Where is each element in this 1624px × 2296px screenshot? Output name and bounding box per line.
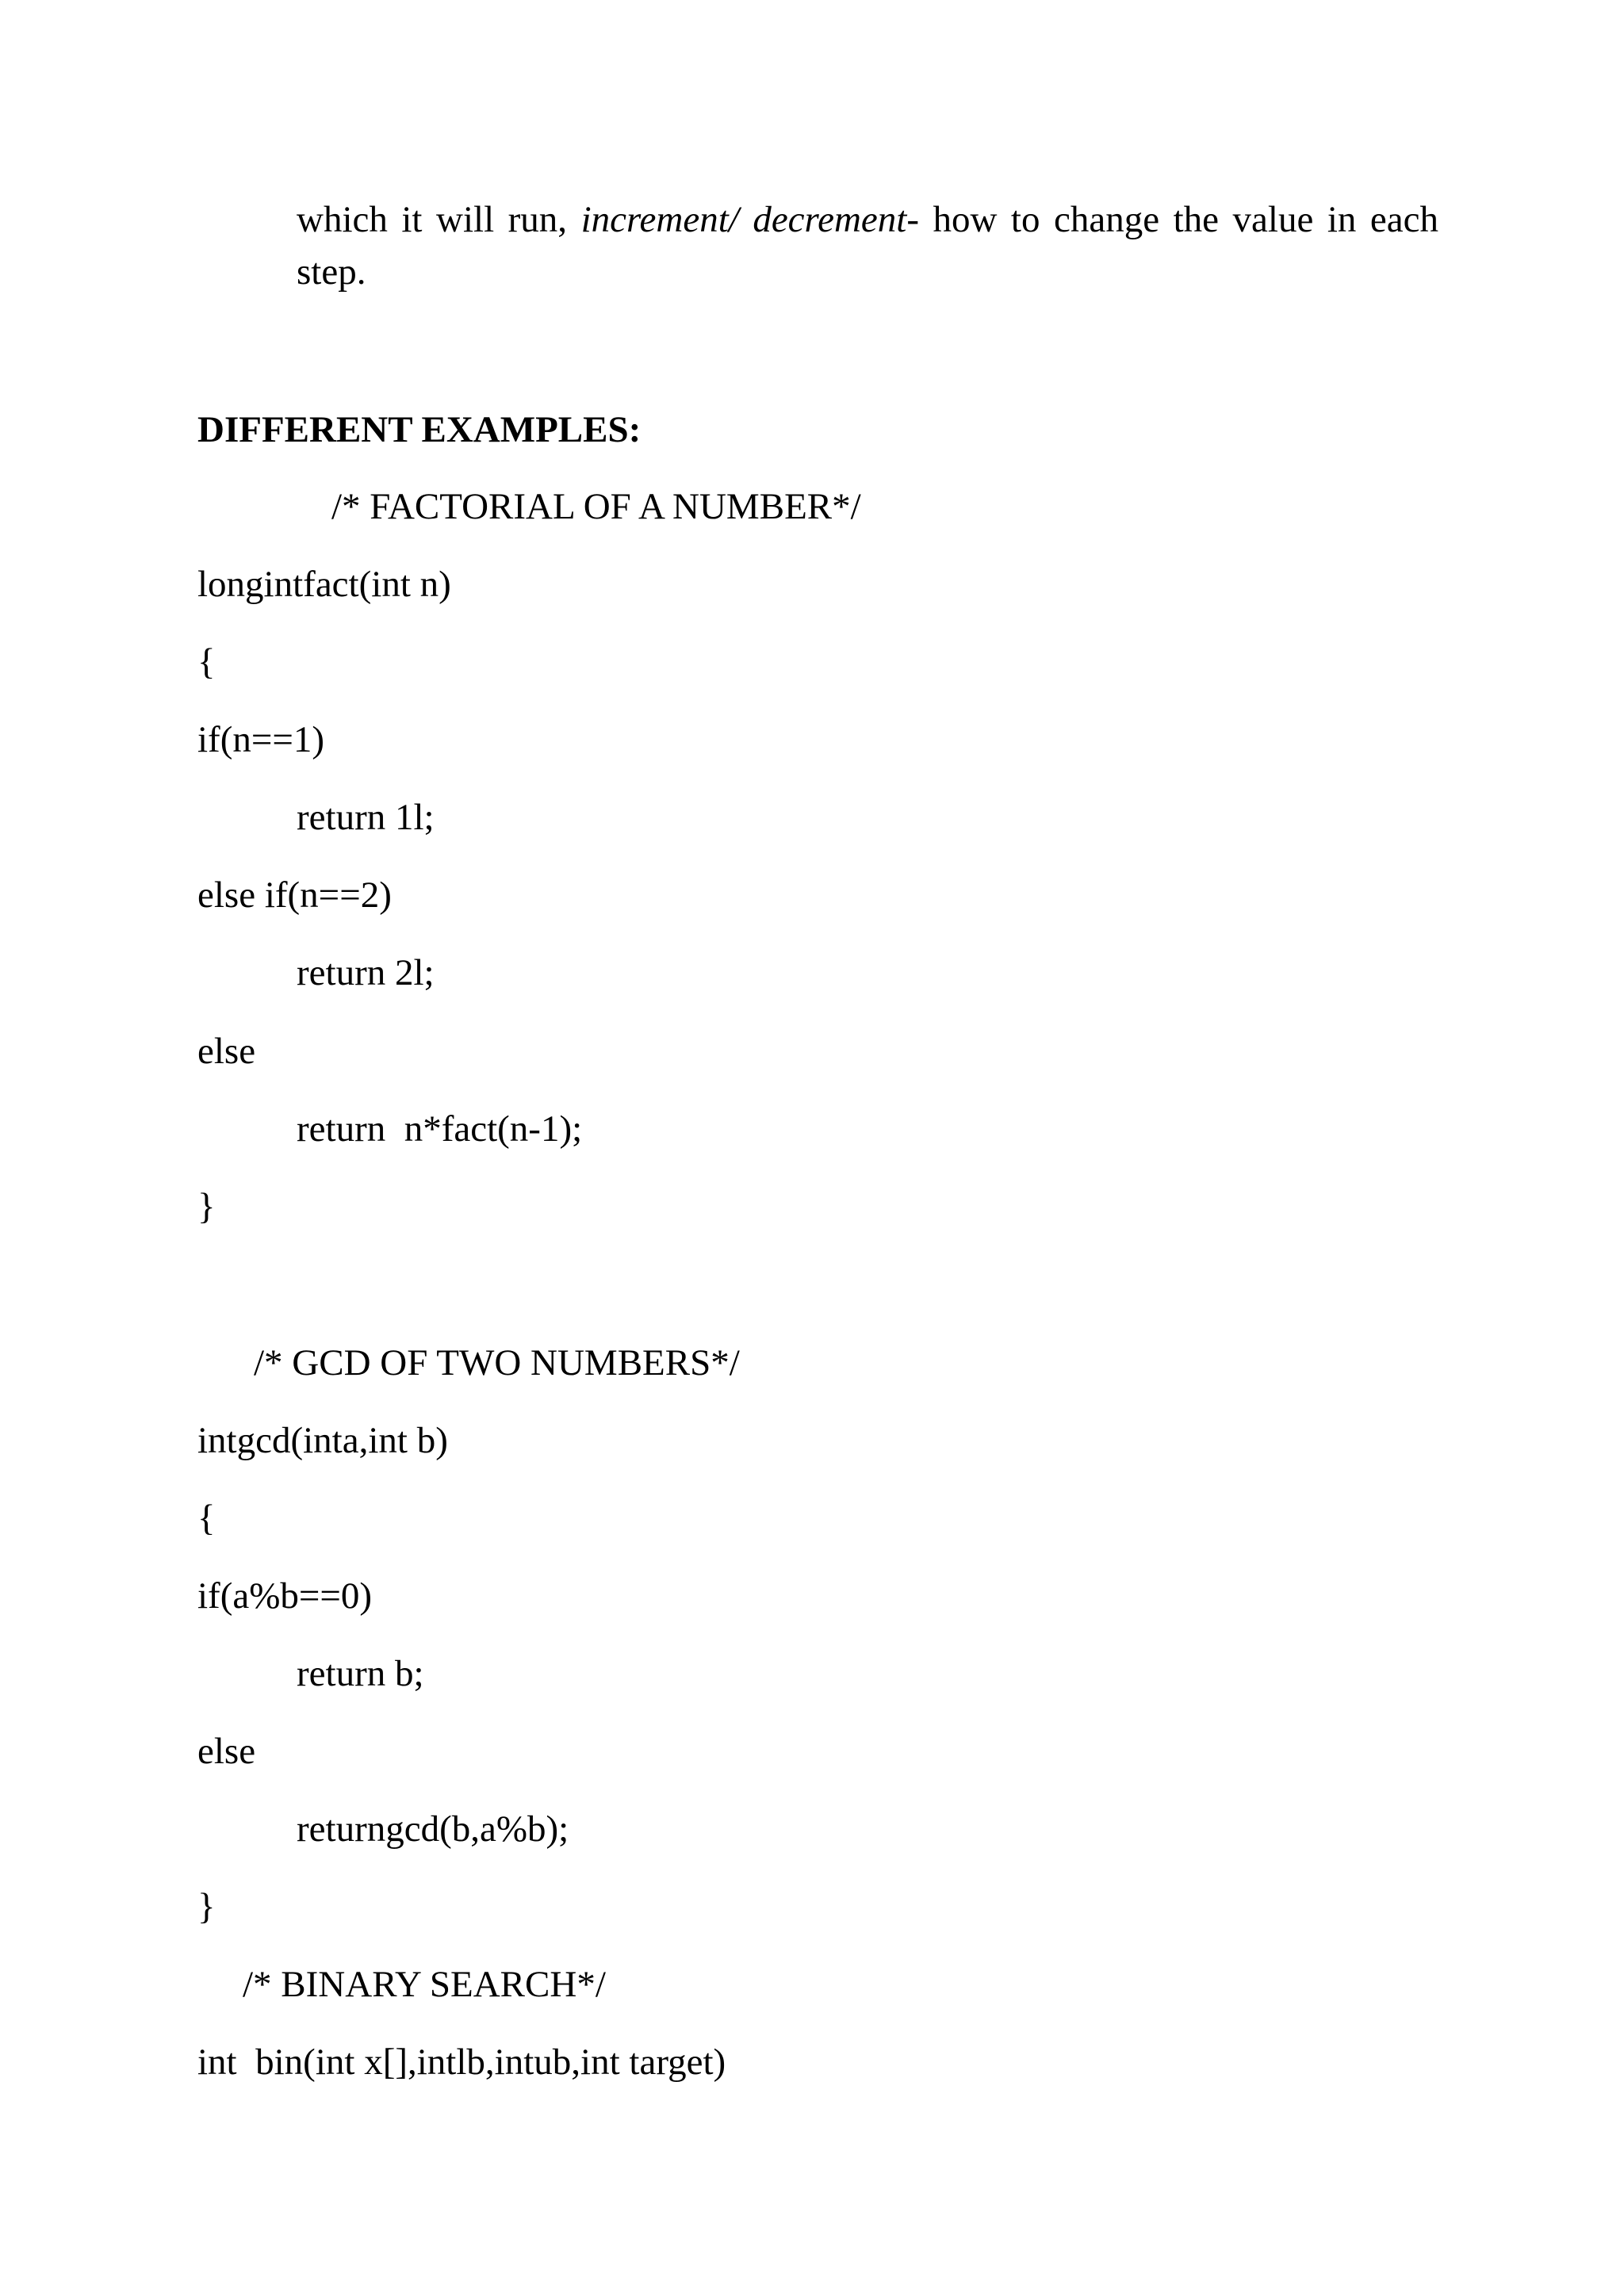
factorial-code-line: return 2l; — [297, 952, 435, 993]
gcd-comment: /* GCD OF TWO NUMBERS*/ — [254, 1342, 740, 1383]
intro-line-1 — [297, 193, 1438, 246]
factorial-code-line: { — [197, 641, 216, 683]
binary-search-code-line: int bin(int x[],intlb,intub,int target) — [197, 2042, 726, 2083]
factorial-code-line: longintfact(int n) — [197, 564, 451, 605]
gcd-code-line: { — [197, 1498, 216, 1539]
gcd-code-line: } — [197, 1886, 216, 1927]
intro-text-before: which it will run, — [297, 199, 581, 240]
gcd-code-line: returngcd(b,a%b); — [297, 1808, 569, 1850]
factorial-code-line: return 1l; — [297, 797, 435, 838]
gcd-code-line: return b; — [297, 1653, 424, 1694]
section-heading: DIFFERENT EXAMPLES: — [197, 409, 642, 450]
intro-line-2: step. — [297, 251, 366, 293]
binary-search-comment: /* BINARY SEARCH*/ — [243, 1964, 606, 2005]
intro-italic-term: increment/ decrement — [580, 199, 907, 240]
factorial-code-line: } — [197, 1186, 216, 1227]
factorial-comment: /* FACTORIAL OF A NUMBER*/ — [331, 486, 861, 527]
gcd-code-line: intgcd(inta,int b) — [197, 1420, 448, 1461]
factorial-code-line: return n*fact(n-1); — [297, 1108, 583, 1150]
factorial-code-line: if(n==1) — [197, 719, 325, 760]
gcd-code-line: else — [197, 1731, 256, 1772]
intro-paragraph — [297, 193, 1438, 298]
intro-text-after: - how to change the value in each — [906, 199, 1438, 240]
gcd-code-line: if(a%b==0) — [197, 1575, 373, 1617]
factorial-code-line: else — [197, 1031, 256, 1072]
factorial-code-line: else if(n==2) — [197, 874, 392, 916]
